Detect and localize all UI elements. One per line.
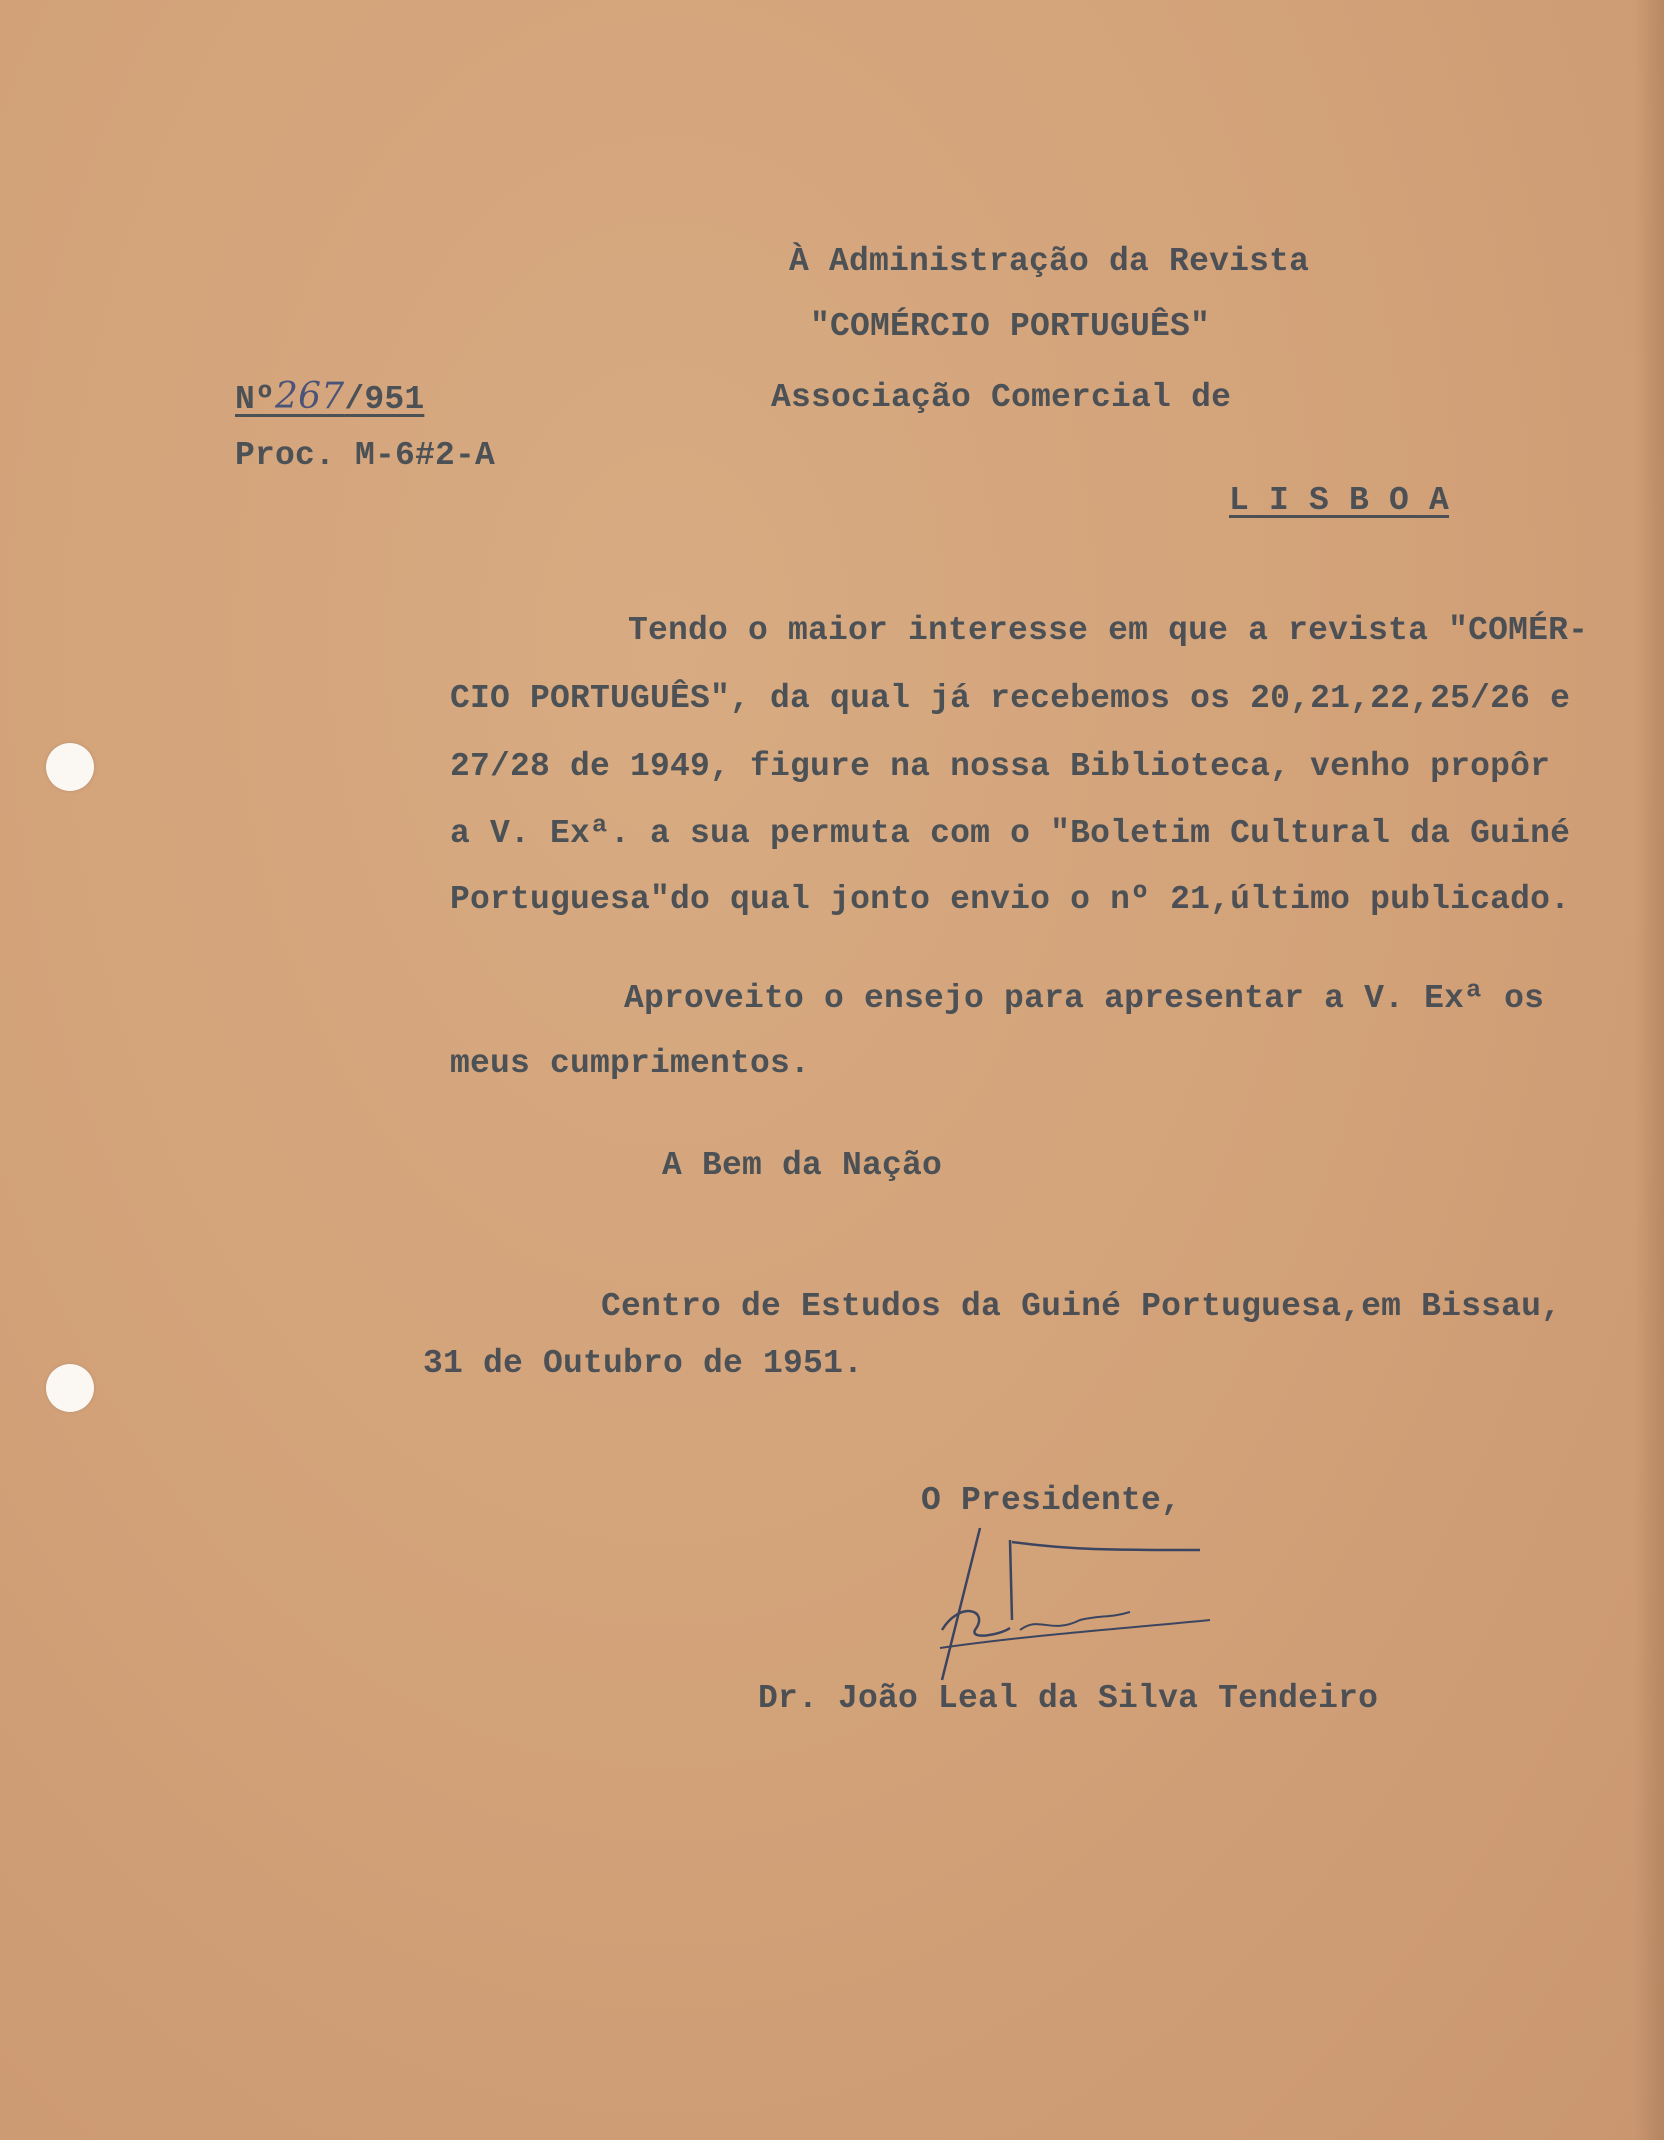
body-line: Portuguesa"do qual jonto envio o nº 21,último publicado. bbox=[450, 881, 1571, 918]
place-line: Centro de Estudos da Guiné Portuguesa,em Bissau, bbox=[601, 1288, 1562, 1325]
process-number: Proc. M-6#2-A bbox=[235, 437, 496, 474]
number-prefix: Nº bbox=[235, 381, 276, 418]
addressee-line-2: "COMÉRCIO PORTUGUÊS" bbox=[810, 308, 1211, 345]
handwritten-signature bbox=[930, 1520, 1230, 1690]
number-suffix: /951 bbox=[344, 381, 425, 418]
addressee-city: L I S B O A bbox=[1229, 482, 1450, 519]
handwritten-number: 267 bbox=[275, 376, 345, 417]
punch-hole bbox=[46, 743, 94, 791]
addressee-line-1: À Administração da Revista bbox=[789, 243, 1310, 280]
body-line: 27/28 de 1949, figure na nossa Biblioteca, venho propôr bbox=[450, 748, 1551, 785]
page-edge-shadow bbox=[1634, 0, 1664, 2140]
body-line: a V. Exª. a sua permuta com o "Boletim Cultural da Guiné bbox=[450, 815, 1571, 852]
addressee-line-3: Associação Comercial de bbox=[771, 379, 1232, 416]
body-line: Tendo o maior interesse em que a revista "COMÉR- bbox=[628, 612, 1589, 649]
body-line: CIO PORTUGUÊS", da qual já recebemos os 20,21,22,25/26 e bbox=[450, 680, 1571, 717]
signature-title: O Presidente, bbox=[921, 1482, 1182, 1519]
date-line: 31 de Outubro de 1951. bbox=[423, 1345, 864, 1382]
body-line: meus cumprimentos. bbox=[450, 1045, 811, 1082]
salutation: A Bem da Nação bbox=[662, 1147, 943, 1184]
signatory-name: Dr. João Leal da Silva Tendeiro bbox=[758, 1680, 1379, 1717]
reference-number bbox=[235, 376, 424, 418]
punch-hole bbox=[46, 1364, 94, 1412]
body-line: Aproveito o ensejo para apresentar a V. Exª os bbox=[624, 980, 1545, 1017]
